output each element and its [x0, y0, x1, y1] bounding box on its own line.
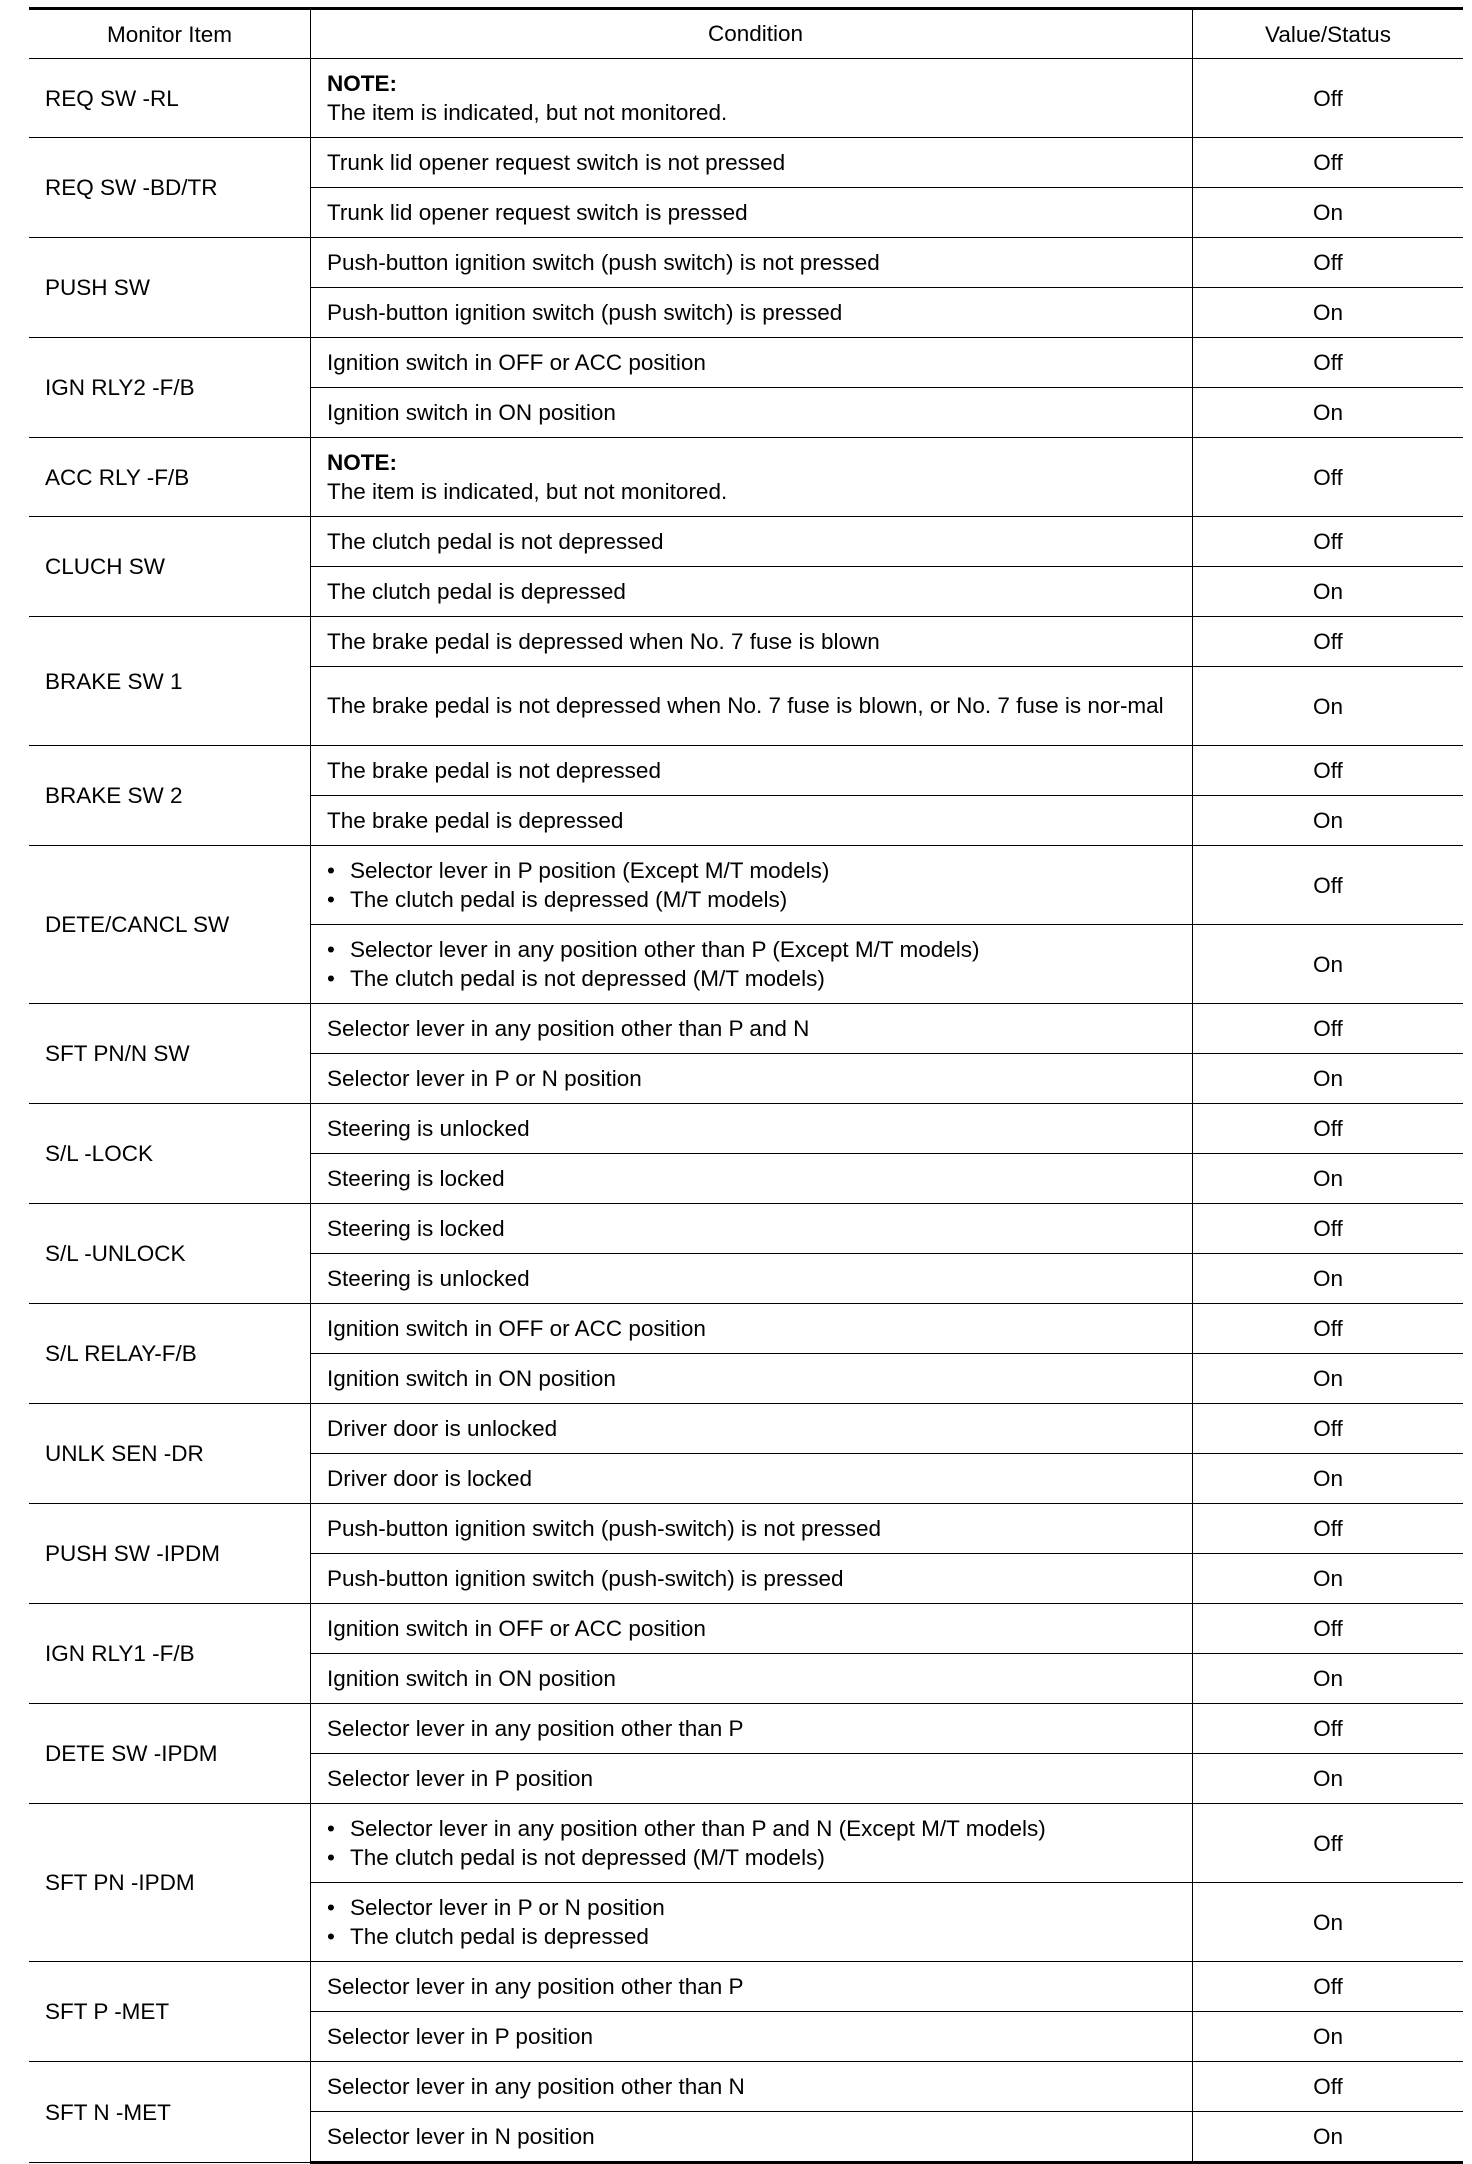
value-status-cell: On	[1193, 796, 1464, 846]
value-status-cell: Off	[1193, 2062, 1464, 2112]
value-status-cell: Off	[1193, 746, 1464, 796]
monitor-item-cell: BRAKE SW 2	[29, 746, 311, 846]
condition-cell	[311, 1804, 1193, 1883]
value-status-cell: On	[1193, 1883, 1464, 1962]
condition-bullet-item: • Selector lever in P or N position	[327, 1893, 1184, 1922]
condition-cell	[311, 925, 1193, 1004]
value-status-cell: On	[1193, 288, 1464, 338]
value-status-cell: Off	[1193, 1104, 1464, 1154]
table-row	[29, 1804, 1463, 1883]
value-status-cell: Off	[1193, 1504, 1464, 1554]
monitor-item-cell: PUSH SW -IPDM	[29, 1504, 311, 1604]
table-row	[29, 138, 1463, 188]
condition-cell: Selector lever in any position other than P	[311, 1704, 1193, 1754]
condition-cell: Ignition switch in OFF or ACC position	[311, 1304, 1193, 1354]
table-row	[29, 1004, 1463, 1054]
condition-cell	[311, 438, 1193, 517]
condition-cell: Ignition switch in ON position	[311, 1654, 1193, 1704]
table-row	[29, 1404, 1463, 1454]
monitor-item-cell: PUSH SW	[29, 238, 311, 338]
condition-cell	[311, 846, 1193, 925]
condition-cell: Selector lever in N position	[311, 2112, 1193, 2163]
condition-cell: Steering is locked	[311, 1204, 1193, 1254]
value-status-cell: Off	[1193, 1404, 1464, 1454]
table-row	[29, 617, 1463, 667]
value-status-cell: On	[1193, 1654, 1464, 1704]
header-value-status: Value/Status	[1193, 9, 1464, 59]
table-row	[29, 338, 1463, 388]
condition-cell: Selector lever in any position other than P	[311, 1962, 1193, 2012]
monitor-item-cell: BRAKE SW 1	[29, 617, 311, 746]
table-row	[29, 517, 1463, 567]
monitor-item-cell: SFT P -MET	[29, 1962, 311, 2062]
condition-bullet-list	[327, 856, 1184, 914]
value-status-cell: On	[1193, 667, 1464, 746]
condition-cell: The clutch pedal is depressed	[311, 567, 1193, 617]
value-status-cell: On	[1193, 2012, 1464, 2062]
table-row	[29, 59, 1463, 138]
value-status-cell: On	[1193, 188, 1464, 238]
value-status-cell: On	[1193, 567, 1464, 617]
monitor-item-cell: IGN RLY2 -F/B	[29, 338, 311, 438]
value-status-cell: Off	[1193, 238, 1464, 288]
table-row	[29, 1304, 1463, 1354]
condition-cell: Steering is unlocked	[311, 1104, 1193, 1154]
condition-cell: Ignition switch in ON position	[311, 1354, 1193, 1404]
condition-cell: Selector lever in P or N position	[311, 1054, 1193, 1104]
monitor-item-cell: UNLK SEN -DR	[29, 1404, 311, 1504]
monitor-item-cell: ACC RLY -F/B	[29, 438, 311, 517]
header-row	[29, 9, 1463, 59]
table-row	[29, 238, 1463, 288]
note-label: NOTE:	[327, 449, 397, 475]
condition-bullet-list	[327, 1814, 1184, 1872]
monitor-item-cell: SFT PN -IPDM	[29, 1804, 311, 1962]
monitor-item-cell: S/L RELAY-F/B	[29, 1304, 311, 1404]
condition-cell: The brake pedal is depressed when No. 7 fuse is blown	[311, 617, 1193, 667]
value-status-cell: Off	[1193, 517, 1464, 567]
value-status-cell: On	[1193, 2112, 1464, 2163]
value-status-cell: Off	[1193, 1962, 1464, 2012]
header-condition: Condition	[311, 9, 1193, 59]
header-monitor-item: Monitor Item	[29, 9, 311, 59]
monitor-item-cell: S/L -UNLOCK	[29, 1204, 311, 1304]
value-status-cell: Off	[1193, 1804, 1464, 1883]
condition-bullet-list	[327, 1893, 1184, 1951]
condition-cell: Trunk lid opener request switch is pressed	[311, 188, 1193, 238]
monitor-item-cell: IGN RLY1 -F/B	[29, 1604, 311, 1704]
value-status-cell: Off	[1193, 617, 1464, 667]
condition-cell: Push-button ignition switch (push-switch) is not pressed	[311, 1504, 1193, 1554]
value-status-cell: Off	[1193, 1304, 1464, 1354]
condition-cell	[311, 59, 1193, 138]
table-row	[29, 746, 1463, 796]
condition-cell: Push-button ignition switch (push switch) is not pressed	[311, 238, 1193, 288]
condition-bullet-item: • The clutch pedal is depressed	[327, 1922, 1184, 1951]
value-status-cell: On	[1193, 1754, 1464, 1804]
condition-bullet-item: • Selector lever in any position other than P and N (Except M/T models)	[327, 1814, 1184, 1843]
value-status-cell: On	[1193, 1554, 1464, 1604]
table-row	[29, 1704, 1463, 1754]
condition-cell: The clutch pedal is not depressed	[311, 517, 1193, 567]
table-body	[29, 59, 1463, 2163]
condition-cell: Ignition switch in OFF or ACC position	[311, 338, 1193, 388]
table-row	[29, 438, 1463, 517]
condition-cell: Selector lever in any position other than N	[311, 2062, 1193, 2112]
monitor-item-table	[29, 7, 1463, 2164]
condition-cell: Driver door is unlocked	[311, 1404, 1193, 1454]
condition-cell: Selector lever in P position	[311, 1754, 1193, 1804]
condition-bullet-item: • Selector lever in any position other than P (Except M/T models)	[327, 935, 1184, 964]
condition-bullet-list	[327, 935, 1184, 993]
value-status-cell: Off	[1193, 338, 1464, 388]
monitor-item-cell: DETE SW -IPDM	[29, 1704, 311, 1804]
condition-bullet-item: • The clutch pedal is depressed (M/T models)	[327, 885, 1184, 914]
value-status-cell: Off	[1193, 1604, 1464, 1654]
value-status-cell: On	[1193, 1054, 1464, 1104]
note-text: The item is indicated, but not monitored.	[327, 99, 728, 125]
table-row	[29, 1604, 1463, 1654]
condition-cell: The brake pedal is not depressed	[311, 746, 1193, 796]
table-row	[29, 846, 1463, 925]
monitor-item-cell: REQ SW -BD/TR	[29, 138, 311, 238]
monitor-item-cell: REQ SW -RL	[29, 59, 311, 138]
condition-cell: Push-button ignition switch (push-switch) is pressed	[311, 1554, 1193, 1604]
value-status-cell: On	[1193, 1154, 1464, 1204]
condition-cell: Trunk lid opener request switch is not pressed	[311, 138, 1193, 188]
value-status-cell: Off	[1193, 1004, 1464, 1054]
value-status-cell: Off	[1193, 438, 1464, 517]
value-status-cell: Off	[1193, 846, 1464, 925]
condition-bullet-item: • The clutch pedal is not depressed (M/T models)	[327, 964, 1184, 993]
table-row	[29, 1204, 1463, 1254]
value-status-cell: On	[1193, 1354, 1464, 1404]
condition-cell: Steering is locked	[311, 1154, 1193, 1204]
monitor-item-cell: SFT PN/N SW	[29, 1004, 311, 1104]
condition-bullet-item: • The clutch pedal is not depressed (M/T models)	[327, 1843, 1184, 1872]
monitor-item-cell: CLUCH SW	[29, 517, 311, 617]
note-text: The item is indicated, but not monitored.	[327, 478, 728, 504]
condition-cell: Push-button ignition switch (push switch) is pressed	[311, 288, 1193, 338]
condition-cell: Driver door is locked	[311, 1454, 1193, 1504]
condition-cell: The brake pedal is not depressed when No. 7 fuse is blown, or No. 7 fuse is nor-mal	[311, 667, 1193, 746]
table-row	[29, 2062, 1463, 2112]
value-status-cell: On	[1193, 388, 1464, 438]
monitor-item-cell: S/L -LOCK	[29, 1104, 311, 1204]
table-row	[29, 1504, 1463, 1554]
condition-cell: Ignition switch in ON position	[311, 388, 1193, 438]
condition-cell: Selector lever in any position other than P and N	[311, 1004, 1193, 1054]
note-label: NOTE:	[327, 70, 397, 96]
value-status-cell: On	[1193, 1254, 1464, 1304]
value-status-cell: Off	[1193, 1704, 1464, 1754]
table-row	[29, 1104, 1463, 1154]
condition-cell	[311, 1883, 1193, 1962]
value-status-cell: Off	[1193, 1204, 1464, 1254]
condition-cell: Steering is unlocked	[311, 1254, 1193, 1304]
value-status-cell: Off	[1193, 138, 1464, 188]
condition-cell: Selector lever in P position	[311, 2012, 1193, 2062]
table-row	[29, 1962, 1463, 2012]
condition-cell: The brake pedal is depressed	[311, 796, 1193, 846]
value-status-cell: Off	[1193, 59, 1464, 138]
monitor-item-cell: SFT N -MET	[29, 2062, 311, 2163]
monitor-item-cell: DETE/CANCL SW	[29, 846, 311, 1004]
condition-cell: Ignition switch in OFF or ACC position	[311, 1604, 1193, 1654]
condition-bullet-item: • Selector lever in P position (Except M/T models)	[327, 856, 1184, 885]
value-status-cell: On	[1193, 925, 1464, 1004]
value-status-cell: On	[1193, 1454, 1464, 1504]
